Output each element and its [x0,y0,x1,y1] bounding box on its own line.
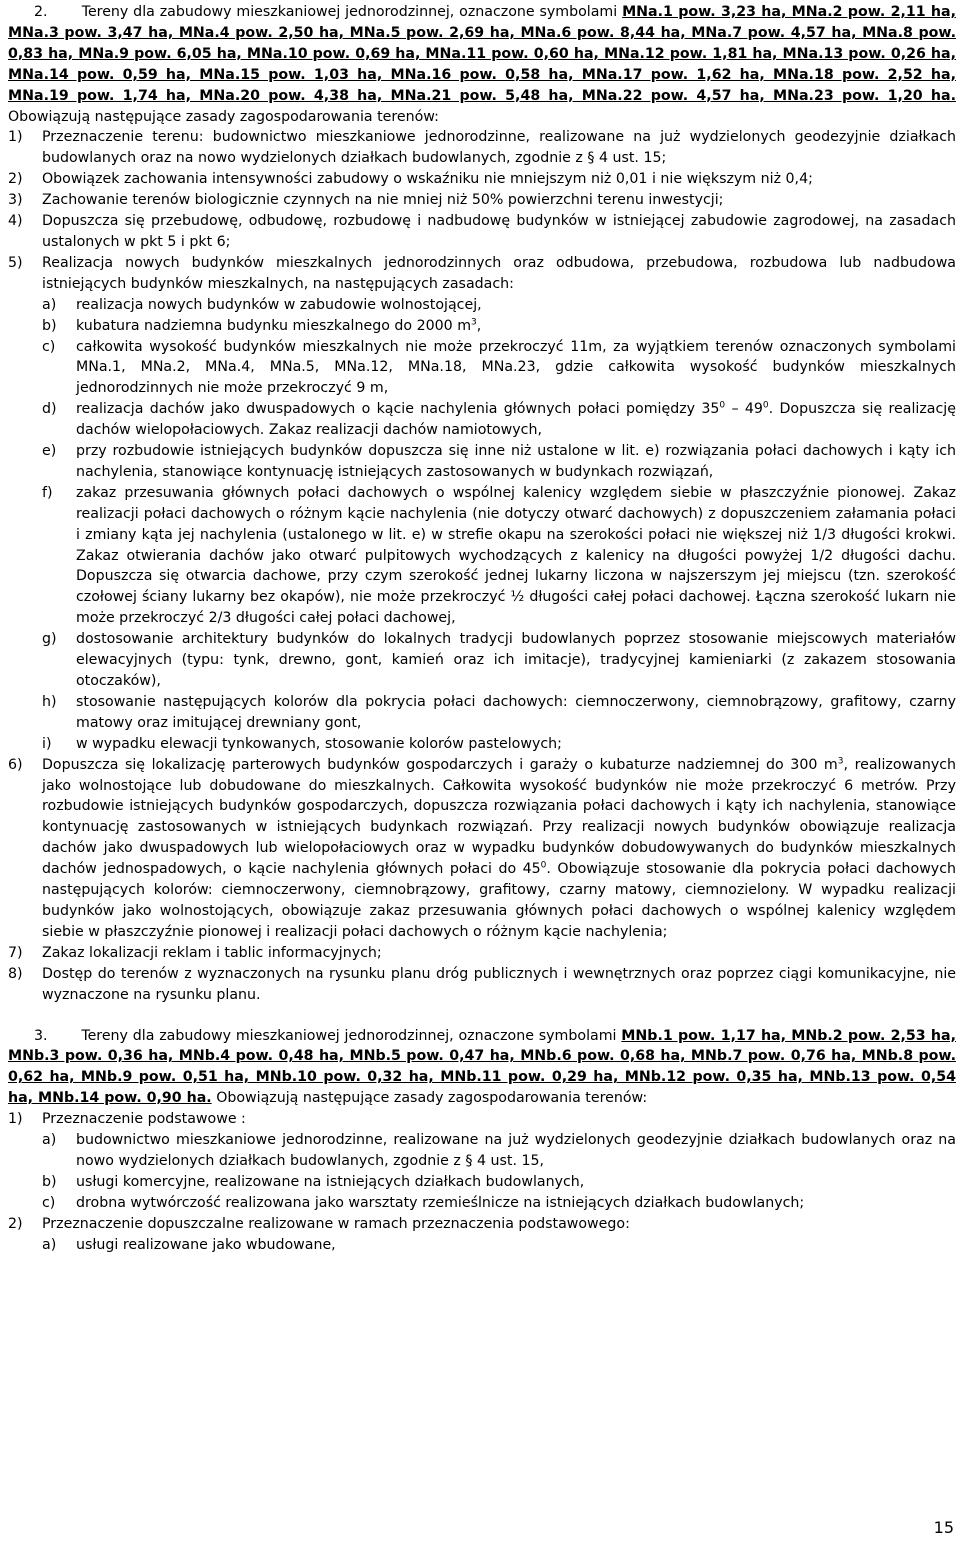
list-item: 1) Przeznaczenie podstawowe : [8,1111,246,1128]
page-number: 15 [933,1518,954,1538]
section-tail: Obowiązują następujące zasady zagospodarowania terenów: [216,1090,648,1107]
sub-item: f) zakaz przesuwania głównych połaci dachowych o wspólnej kalenicy względem siebie w płaszczyźnie pionowej. Zakaz realizacji połaci dachowych o różnym kącie nachylenia (nie dotyczy otwarć dachowych) z dopuszczeniem załamania połaci i zmiany kąta jej nachylenia (ustalonego w lit. e) w strefie okapu na szerokości połaci nie większej niż 1/3 długości krokwi. Zakaz otwierania dachów jako otwarć pulpitowych wychodzących z kalenicy na długości powyżej 1/2 długości dachu. Dopuszcza się otwarcia dachowe, przy czym szerokość jednej lukarny liczona w najszerszym jej miejscu (tzn. szerokość czołowej ściany lukarny bez okapów), nie może przekroczyć ½ długości całej połaci dachowej. Łączna szerokość lukarn nie może przekroczyć 2/3 długości całej połaci dachowej, [42,484,956,627]
list-item: 7) Zakaz lokalizacji reklam i tablic informacyjnych; [8,944,382,961]
list-item: 1) Przeznaczenie terenu: budownictwo mieszkaniowe jednorodzinne, realizowane na już wydzielonych geodezyjnie działkach budowlanych oraz na nowo wydzielonych działkach budowlanych, zgodnie z § 4 ust. 15; [8,129,956,167]
sub-item: b) usługi komercyjne, realizowane na istniejących działkach budowlanych, [42,1173,585,1190]
section-intro: Tereny dla zabudowy mieszkaniowej jednorodzinnej, oznaczone symbolami [81,1027,617,1044]
sub-item: a) budownictwo mieszkaniowe jednorodzinne, realizowane na już wydzielonych geodezyjnie działkach budowlanych oraz na nowo wydzielonych działkach budowlanych, zgodnie z § 4 ust. 15, [42,1132,956,1169]
list-item: 2) Przeznaczenie dopuszczalne realizowane w ramach przeznaczenia podstawowego: [8,1215,630,1232]
section-2-heading [8,2,956,127]
sub-item: c) drobna wytwórczość realizowana jako warsztaty rzemieślnicze na istniejących działkach budowlanych; [42,1194,805,1211]
list-item: 2) Obowiązek zachowania intensywności zabudowy o wskaźniku nie mniejszym niż 0,01 i nie większym niż 0,4; [8,171,813,188]
sub-item: i) w wypadku elewacji tynkowanych, stosowanie kolorów pastelowych; [42,735,562,752]
sub-item: d) realizacja dachów jako dwuspadowych o kącie nachylenia głównych połaci pomiędzy $35^0 - 49^0$. Dopuszcza się realizację dachów wielopołaciowych. Zakaz realizacji dachów namiotowych, [42,400,956,439]
list-item: 6) Dopuszcza się lokalizację parterowych budynków gospodarczych i garaży o kubaturze nadziemnej do 300 $m^3$, realizowanych jako wolnostojące lub dobudowane do mieszkalnych. Całkowita wysokość budynków nie może przekroczyć 6 metrów. Przy rozbudowie istniejących budynków gospodarczych, dopuszcza rozwiązania połaci dachowych i kąty ich nachylenia, stanowiące kontynuację zastosowanych w istniejących budynkach rozwiązań. Przy realizacji nowych budynków obowiązuje realizacja dachów jako dwuspadowych lub wielopołaciowych oraz w wypadku budynków dobudowywanych do budynków mieszkalnych dachów jednospadowych, o kącie nachylenia głównych połaci do $45^0$. Obowiązuje stosowanie dla pokrycia połaci dachowych następujących kolorów: ciemnoczerwony, ciemnobrązowy, grafitowy, czarny matowy, ciemnozielony. W wypadku realizacji budynków jako wolnostojących, obowiązuje zakaz przesuwania głównych połaci dachowych o wspólnej kalenicy względem siebie w płaszczyźnie pionowej i realizacji połaci dachowych o różnym kącie nachylenia; [8,755,957,940]
sub-item: a) realizacja nowych budynków w zabudowie wolnostojącej, [42,296,482,313]
sub-item: b) kubatura nadziemna budynku mieszkalnego do 2000 $m^3$, [42,316,482,334]
section-symbols: MNb.1 pow. 1,17 ha, MNb.2 pow. 2,53 ha, MNb.3 pow. 0,36 ha, MNb.4 pow. 0,48 ha, MNb.5 pow. 0,47 ha, MNb.6 pow. 0,68 ha, MNb.7 pow. 0,76 ha, MNb.8 pow. 0,62 ha, MNb.9 pow. 0,51 ha, MNb.10 pow. 0,32 ha, MNb.11 pow. 0,29 ha, MNb.12 pow. 0,35 ha, MNb.13 pow. 0,54 ha, MNb.14 pow. 0,90 ha. [8,1027,956,1107]
section-number: 3. [34,1027,48,1044]
document-page [8,2,956,1255]
sub-item: c) całkowita wysokość budynków mieszkalnych nie może przekroczyć 11m, za wyjątkiem terenów oznaczonych symbolami MNa.1, MNa.2, MNa.4, MNa.5, MNa.12, MNa.18, MNa.23, gdzie całkowita wysokość budynków mieszkalnych jednorodzinnych nie może przekroczyć 9 m, [42,338,956,397]
section-number: 2. [34,4,48,20]
sub-item: a) usługi realizowane jako wbudowane, [42,1236,336,1253]
section-symbols: MNa.1 pow. 3,23 ha, MNa.2 pow. 2,11 ha, MNa.3 pow. 3,47 ha, MNa.4 pow. 2,50 ha, MNa.5 pow. 2,69 ha, MNa.6 pow. 8,44 ha, MNa.7 pow. 4,57 ha, MNa.8 pow. 0,83 ha, MNa.9 pow. 6,05 ha, MNa.10 pow. 0,69 ha, MNa.11 pow. 0,60 ha, MNa.12 pow. 1,81 ha, MNa.13 pow. 0,26 ha, MNa.14 pow. 0,59 ha, MNa.15 pow. 1,03 ha, MNa.16 pow. 0,58 ha, MNa.17 pow. 1,62 ha, MNa.18 pow. 2,52 ha, MNa.19 pow. 1,74 ha, MNa.20 pow. 4,38 ha, MNa.21 pow. 5,48 ha, MNa.22 pow. 4,57 ha, MNa.23 pow. 1,20 ha. [8,4,956,104]
list-item: 4) Dopuszcza się przebudowę, odbudowę, rozbudowę i nadbudowę budynków w istniejącej zabudowie zagrodowej, na zasadach ustalonych w pkt 5 i pkt 6; [8,213,956,250]
list-item: 8) Dostęp do terenów z wyznaczonych na rysunku planu dróg publicznych i wewnętrznych oraz poprzez ciągi komunikacyjne, nie wyznaczone na rysunku planu. [8,965,956,1003]
section-intro: Tereny dla zabudowy mieszkaniowej jednorodzinnej, oznaczone symbolami [81,4,618,20]
section-3-heading [8,1026,956,1110]
list-item: 3) Zachowanie terenów biologicznie czynnych na nie mniej niż 50% powierzchni terenu inwestycji; [8,192,724,209]
section-tail: Obowiązują następujące zasady zagospodarowania terenów: [8,108,439,125]
sub-item: h) stosowanie następujących kolorów dla pokrycia połaci dachowych: ciemnoczerwony, ciemnobrązowy, grafitowy, czarny matowy oraz imitującej drewniany gont, [42,693,956,731]
sub-item: g) dostosowanie architektury budynków do lokalnych tradycji budowlanych poprzez stosowanie miejscowych materiałów elewacyjnych (typu: tynk, drewno, gont, kamień oraz ich imitacje), tradycyjnej kamieniarki (z zakazem stosowania otoczaków), [42,631,956,689]
list-item: 5) Realizacja nowych budynków mieszkalnych jednorodzinnych oraz odbudowa, przebudowa, rozbudowa lub nadbudowa istniejących budynków mieszkalnych, na następujących zasadach: [8,254,956,292]
sub-item: e) przy rozbudowie istniejących budynków dopuszcza się inne niż ustalone w lit. e) rozwiązania połaci dachowych i kąty ich nachylenia, stanowiące kontynuację istniejących zastosowanych w budynkach rozwiązań, [42,443,956,480]
